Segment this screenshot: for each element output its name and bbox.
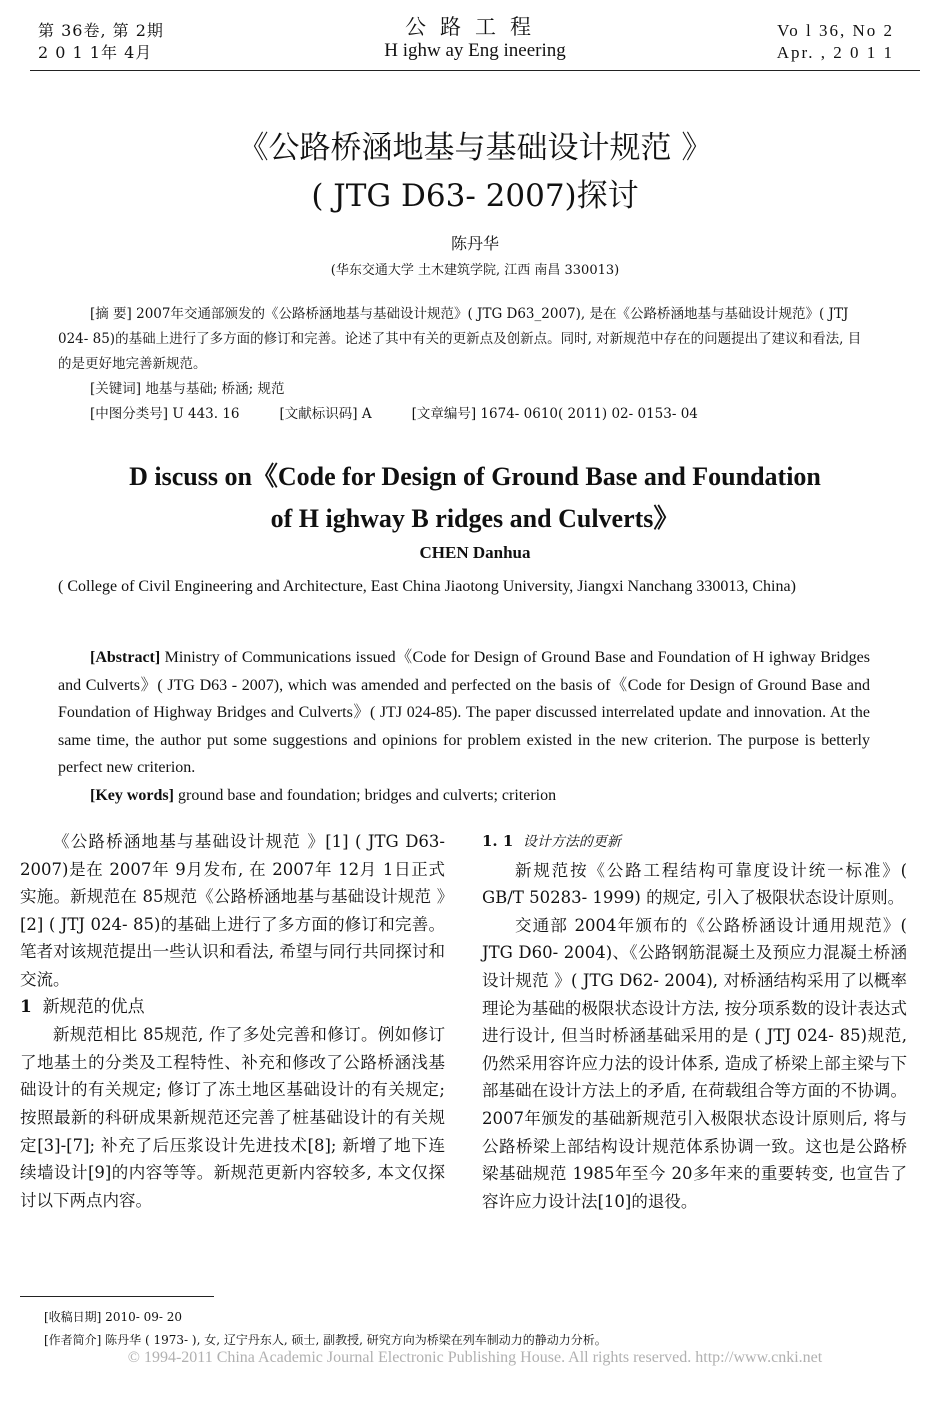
keywords-en-text: ground base and foundation; bridges and culverts; criterion	[173, 786, 557, 804]
abstract-cn-text: [摘 要] 2007年交通部颁发的《公路桥涵地基与基础设计规范》( JTG D63_2007), 是在《公路桥涵地基与基础设计规范》( JTJ 024- 85)的基础上进行了多方面的修订和完善。论述了其中有关的更新点及创新点。同时, 对新规范中存在的问题提出了建议和看法, 目的是更好地完善新规范。	[58, 306, 862, 372]
article-number: [文章编号] 1674- 0610( 2011) 02- 0153- 04	[411, 406, 698, 422]
abstract-en-text: Ministry of Communications issued《Code for Design of Ground Base and Foundation of H ighway Bridges and Culverts》( JTG D63 - 2007), which was amended and perfected on the basis of《Code for Design of Ground Base and Foundation of Highway Bridges and Culverts》( JTJ 024-85). The paper discussed interrelated update and innovation. At the same time, the author put some suggestions and opinions for problem existed in the new criterion. The purpose is betterly perfect new criterion.	[58, 649, 871, 776]
abstract-cn	[58, 302, 870, 427]
keywords-cn: [关键词] 地基与基础; 桥涵; 规范	[90, 381, 285, 397]
volume-en: Vo l 36, No 2	[777, 21, 894, 40]
journal-name-cn: 公路工程	[405, 15, 545, 39]
subsection-paragraph-2: 交通部 2004年颁布的《公路桥涵设计通用规范》( JTG D60- 2004)、《公路钢筋混凝土及预应力混凝土桥涵设计规范 》( JTG D62- 2004), 对桥涵结构采用了以概率理论为基础的极限状态设计方法, 按分项系数的设计表达式进行设计, 但当时桥涵基础采用的是 ( JTJ 024- 85)规范, 仍然采用容许应力法的设计体系, 造成了桥梁上部主梁与下部基础在设计方法上的矛盾, 在荷载组合等方面的不协调。2007年颁发的基础新规范引入极限状态设计原则后, 将与公路桥梁上部结构设计规范体系协调一致。这也是公路桥梁基础规范 1985年至今 20多年来的重要转变, 也宣告了容许应力设计法[10]的退役。	[482, 915, 907, 1211]
journal-name-en: H ighw ay Eng ineering	[384, 40, 566, 61]
body-column-right	[482, 828, 907, 1215]
title-cn-line1: 《公路桥涵地基与基础设计规范 》	[237, 130, 713, 166]
subsection-number: 1. 1	[482, 832, 514, 850]
clc-number: [中图分类号] U 443. 16	[90, 406, 240, 422]
journal-volume-en	[777, 20, 894, 64]
title-en-line2: of H ighway B ridges and Culverts》	[270, 504, 680, 533]
body-column-left	[20, 828, 445, 1214]
abstract-en-label: [Abstract]	[90, 649, 161, 666]
intro-paragraph: 《公路桥涵地基与基础设计规范 》[1] ( JTG D63- 2007)是在 2007年 9月发布, 在 2007年 12月 1日正式实施。新规范在 85规范《公路桥涵地基与基础设计规范 》[2] ( JTJ 024- 85)的基础上进行了多方面的修订和完善。笔者对该规范提出一些认识和看法, 希望与同行共同探讨和交流。	[20, 832, 445, 989]
abstract-en	[58, 644, 870, 809]
affiliation-cn: (华东交通大学 土木建筑学院, 江西 南昌 330013)	[330, 263, 620, 278]
title-cn-line2: ( JTG D63- 2007)探讨	[311, 178, 639, 214]
header-divider	[30, 70, 920, 71]
abstract-en-paragraph	[58, 644, 870, 782]
subsection-title: 设计方法的更新	[522, 834, 621, 850]
date-cn: 2 0 1 1年 4月	[38, 43, 153, 62]
subsection-1-1-heading	[482, 828, 907, 857]
copyright-watermark: © 1994-2011 China Academic Journal Electronic Publishing House. All rights reserved. http://www.cnki.net	[127, 1349, 823, 1366]
keywords-en-label: [Key words]	[90, 786, 174, 804]
section-1-paragraph: 新规范相比 85规范, 作了多处完善和修订。例如修订了地基土的分类及工程特性、补充和修改了公路桥涵浅基础设计的有关规定; 修订了冻土地区基础设计的有关规定; 按照最新的科研成果新规范还完善了桩基础设计的有关规定[3]-[7]; 补充了后压浆设计先进技术[8]; 新增了地下连续墙设计[9]的内容等等。新规范更新内容较多, 本文仅探讨以下两点内容。	[20, 1025, 445, 1210]
volume-cn: 第 36卷, 第 2期	[38, 21, 164, 40]
section-1-heading	[20, 994, 445, 1022]
paper-title-cn	[0, 124, 950, 220]
keywords-en	[58, 782, 870, 810]
author-cn: 陈丹华	[450, 234, 499, 253]
footnote-received-date: [收稿日期] 2010- 09- 20	[44, 1310, 182, 1324]
footnote-author-bio: [作者简介] 陈丹华 ( 1973- ), 女, 辽宁丹东人, 硕士, 副教授, 研究方向为桥梁在列车制动力的静动力分析。	[44, 1333, 607, 1347]
section-1-number: 1	[20, 996, 32, 1017]
date-en: Apr. , 2 0 1 1	[776, 43, 894, 62]
classification-line	[58, 402, 870, 427]
subsection-paragraph-1: 新规范按《公路工程结构可靠度设计统一标准》( GB/T 50283- 1999) 的规定, 引入了极限状态设计原则。	[482, 860, 907, 908]
document-code: [文献标识码] A	[279, 406, 372, 422]
affiliation-en: ( College of Civil Engineering and Architecture, East China Jiaotong University, Jiangxi Nanchang 330013, China)	[58, 578, 796, 595]
title-en-line1: D iscuss on《Code for Design of Ground Base and Foundation	[129, 462, 821, 491]
section-1-title: 新规范的优点	[42, 996, 145, 1017]
paper-title-en	[0, 456, 950, 540]
footnote-divider	[20, 1296, 214, 1297]
author-en: CHEN Danhua	[419, 543, 531, 562]
